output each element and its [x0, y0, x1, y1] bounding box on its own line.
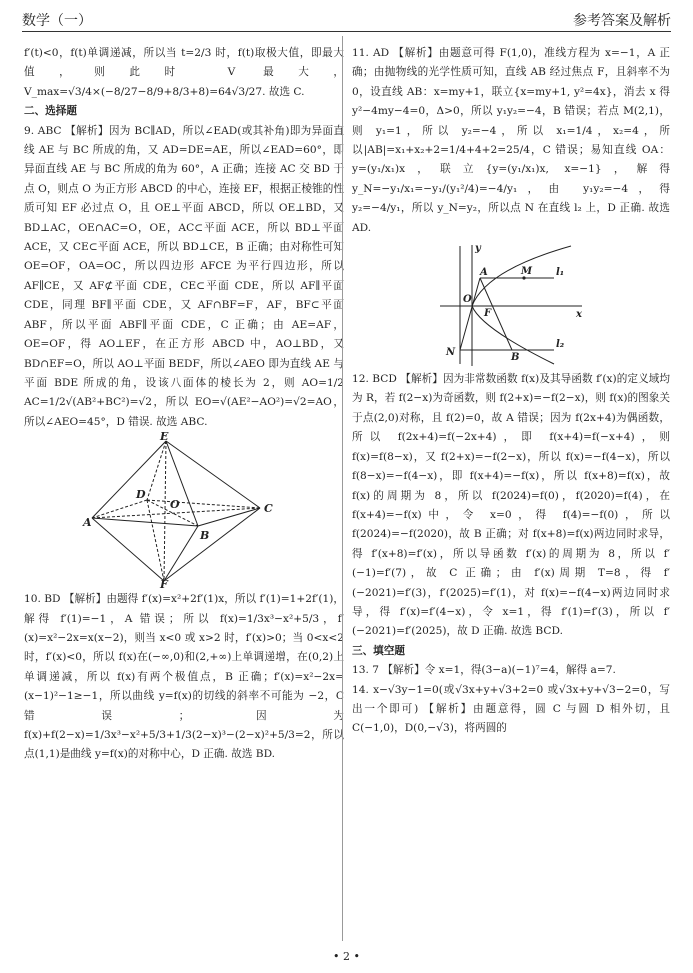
answer-title: 参考答案及解析: [573, 13, 671, 29]
subject-title: 数学（一）: [22, 13, 92, 29]
solution-8-tail: f′(t)<0，f(t)单调递减，所以当 t=2/3 时，f(t)取极大值，即最大值，则此时 V 最大，V_max=√3/4×(−8/27−8/9+8/3+8)=64√3/27. 故选 C.: [24, 47, 344, 98]
solution-10: 10. BD 【解析】由题得 f′(x)=x²+2f′(1)x，所以 f′(1)=1+2f′(1)，解得 f′(1)=−1，A 错误；所以 f(x)=1/3x³−x²+5/3，f′(x)=x²−2x=x(x−2)，则当 x<0 或 x>2 时，f′(x)>0；当 0<x<2 时，f′(x)<0，所以 f(x)在(−∞,0)和(2,+∞)上单调递增，在(0,2)上单调递减，所以 f(x)有两个极值点，B 正确；f′(x)=x²−2x=(x−1)²−1≥−1，所以曲线 y=f(x)的切线的斜率不可能为 −2，C 错误；因为 f(x)+f(2−x)=1/3x³−x²+5/3+1/3(2−x)³−(2−x)²+5/3=2，所以点(1,1)是曲线 y=f(x)的对称中心，D 正确. 故选 BD.: [24, 593, 344, 761]
solution-14: 14. x−√3y−1=0(或√3x+y+√3+2=0 或√3x+y+√3−2=0，写出一个即可) 【解析】由题意得，圆 C 与圆 D 相外切，且 C(−1,0)，D(0,−√3)，将两圆的: [352, 683, 670, 735]
label-m-point: M: [521, 266, 533, 278]
section-heading-fill-blank: 三、填空题: [352, 644, 405, 657]
solution-12: 12. BCD 【解析】因为非常数函数 f(x)及其导函数 f′(x)的定义域均为 R，若 f(2−x)为奇函数，则 f(2+x)=−f(2−x)，则 f(x)的图象关于点(2,0)对称，且 f(2)=0，故 A 错误；因为 f(2x+4)为偶函数，所以 f(2x+4)=f(−2x+4)，即 f(x+4)=f(−x+4)，则 f(x)=f(8−x)，又 f(2+x)=−f(2−x)，所以 f(x)=−f(4−x)，所以 f(8−x)=−f(4−x)，即 f(x+4)=−f(x)，所以 f(x+8)=f(x)，故 f(x)的周期为 8，所以 f(2024)=f(0)，f(2020)=f(4)，在 f(x+4)=−f(x)中，令 x=0，得 f(4)=−f(0)，所以 f(2024)=−f(2020)，故 B 正确；对 f(x+8)=f(x)两边同时求导，得 f′(x+8)=f′(x)，所以导函数 f′(x)的周期为 8，所以 f′(−1)=f′(7)，故 C 正确；由 f′(x)周期 T=8，得 f′(−2021)=f′(3)，f′(2025)=f′(1)，对 f(x)=−f(4−x)两边同时求导，得 f′(x)=f′(4−x)，令 x=1，得 f′(1)=f′(3)，所以 f′(−2021)=f′(2025)，故 D 正确. 故选 BCD.: [352, 373, 670, 638]
label-origin: O: [463, 294, 472, 306]
solution-13: 13. 7 【解析】令 x=1，得(3−a)(−1)⁷=4，解得 a=7.: [352, 664, 616, 677]
right-column: [352, 44, 670, 739]
label-l1: l₁: [556, 267, 565, 279]
label-a: A: [83, 516, 92, 530]
label-f: F: [160, 578, 168, 592]
header-rule: [22, 31, 671, 32]
left-column: [24, 44, 344, 765]
page-header: [22, 6, 671, 32]
octahedron-figure: [83, 430, 284, 592]
label-n-point: N: [446, 347, 456, 359]
label-l2: l₂: [556, 339, 565, 351]
label-f-point: F: [484, 308, 492, 320]
page-number: • 2 •: [333, 950, 360, 963]
label-x-axis: x: [576, 309, 582, 321]
label-a-point: A: [480, 267, 488, 279]
solution-11: 11. AD 【解析】由题意可得 F(1,0)，准线方程为 x=−1，A 正确；由抛物线的光学性质可知，直线 AB 经过焦点 F，且斜率不为 0，设直线 AB：x=my+1，联立{x=my+1, y²=4x}，消去 x 得 y²−4my−4=0，Δ>0，所以 y₁y₂=−4，B 错误；若点 M(2,1)，则 y₁=1，所以 y₂=−4，所以 x₁=1/4，x₂=4，所以|AB|=x₁+x₂+2=1/4+4+2=25/4，C 错误；易知直线 OA：y=(y₁/x₁)x，联立{y=(y₁/x₁)x, x=−1}，解得 y_N=−y₁/x₁=−y₁/(y₁²/4)=−4/y₁，由 y₁y₂=−4，得 y₂=−4/y₁，所以 y_N=y₂，所以点 N 在直线 l₂ 上，D 正确. 故选 AD.: [352, 47, 670, 234]
parabola-figure: [436, 242, 586, 368]
label-e: E: [160, 430, 169, 444]
label-o: O: [170, 498, 180, 512]
section-heading-multiple-choice: 二、选择题: [24, 105, 77, 118]
label-y-axis: y: [475, 243, 481, 255]
label-b-point: B: [511, 352, 520, 364]
solution-9: 9. ABC 【解析】因为 BC∥AD，所以∠EAD(或其补角)即为异面直线 AE 与 BC 所成的角，又 AD=DE=AE，所以∠EAD=60°，即异面直线 AE 与 BC 所成的角为 60°，A 正确；连接 AC 交 BD 于点 O，则点 O 为正方形 ABCD 的中心，连接 EF，根据正棱锥的性质可知 EF 必过点 O，且 OE⊥平面 ABCD，所以 OE⊥BD，又 BD⊥AC，OE∩AC=O，OE，AC⊂平面 ACE，所以 BD⊥平面 ACE，又 CE⊂平面 ACE，所以 BD⊥CE，B 正确；由对称性可知 OE=OF，OA=OC，所以四边形 AFCE 为平行四边形，所以 AF∥CE，又 AF⊄平面 CDE，CE⊂平面 CDE，所以 AF∥平面 CDE，同理 BF∥平面 CDE，又 AF∩BF=F，AF，BF⊂平面 ABF，所以平面 ABF∥平面 CDE，C 正确；由 AE=AF，OE=OF，得 AO⊥EF，在正方形 ABCD 中，AO⊥BD，又 BD∩EF=O，所以 AO⊥平面 BEDF，所以∠AEO 即为直线 AE 与平面 BDE 所成的角，设该八面体的棱长为 2，则 AO=1/2 AC=1/2√(AB²+BC²)=√2，所以 EO=√(AE²−AO²)=√2=AO，所以∠AEO=45°，D 错误. 故选 ABC.: [24, 124, 344, 428]
label-c: C: [264, 502, 273, 516]
label-b: B: [200, 529, 210, 543]
label-d: D: [136, 488, 146, 502]
